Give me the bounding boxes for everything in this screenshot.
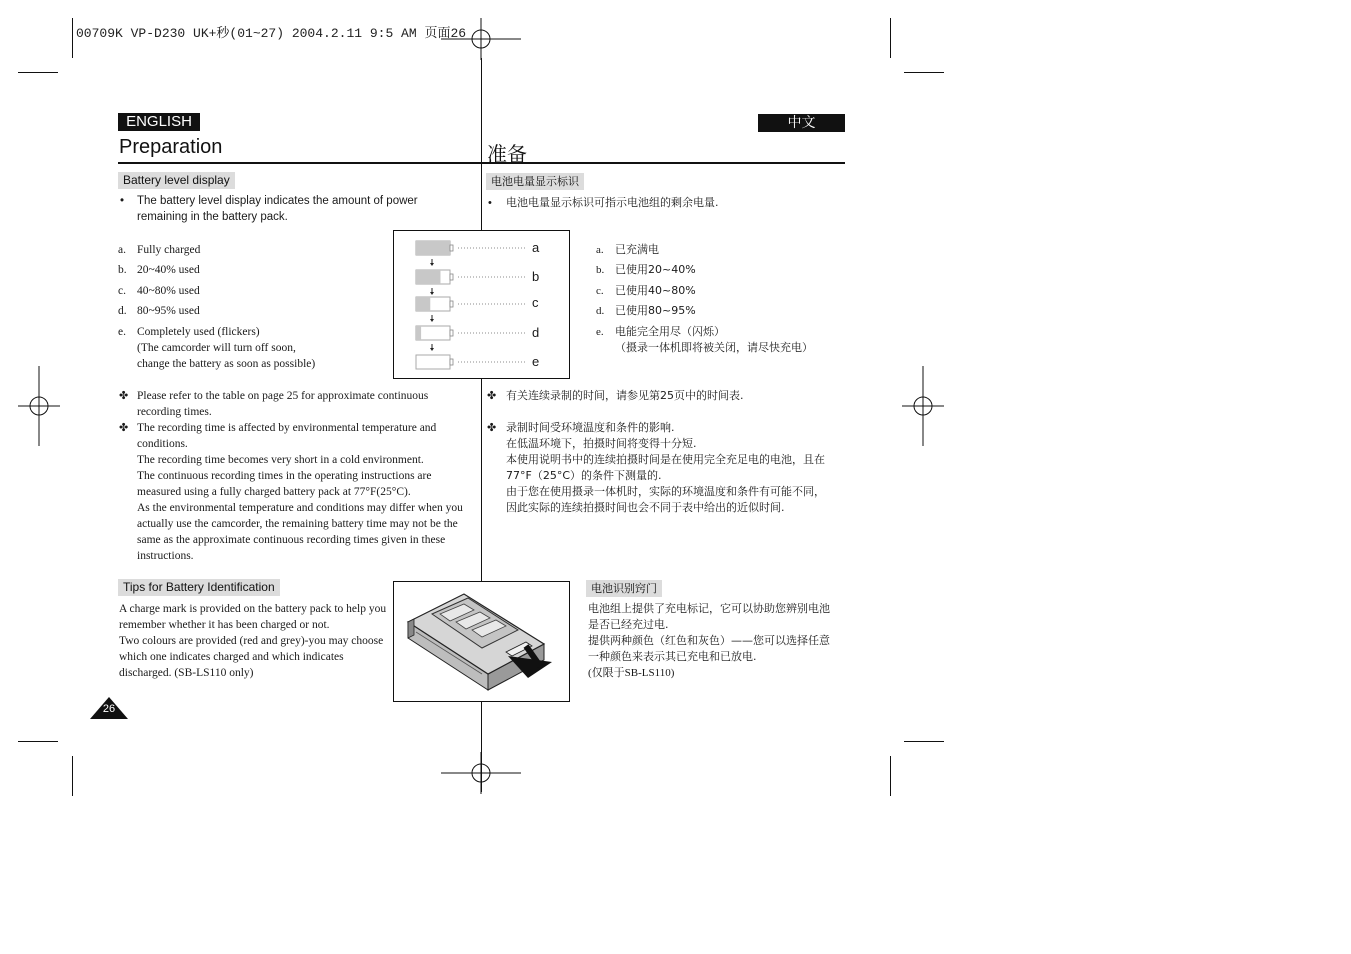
language-badge-english: ENGLISH [118, 113, 200, 131]
list-subtext: （摄录一体机即将被关闭，请尽快充电） [615, 341, 813, 354]
tips-line: 是否已经充过电. [588, 618, 669, 631]
note-item [118, 420, 470, 564]
note-line: same as the approximate continuous recording times given in these [137, 534, 446, 546]
note-line: recording times. [137, 406, 212, 418]
crop-mark [72, 756, 73, 796]
center-divider [481, 378, 482, 582]
list-text: 20~40% used [137, 264, 200, 276]
section-label-battery-level-cn: 电池电量显示标识 [486, 173, 584, 190]
list-text: 已使用20~40% [615, 263, 696, 276]
list-marker: b. [596, 264, 605, 276]
battery-icon [416, 355, 526, 369]
list-item [596, 242, 659, 258]
battery-icon [416, 270, 526, 284]
crop-mark [890, 756, 891, 796]
section-label-battery-level: Battery level display [118, 172, 235, 189]
tips-line: remember whether it has been charged or not. [119, 619, 330, 631]
bullet-text: 电池电量显示标识可指示电池组的剩余电量. [506, 196, 719, 209]
note-item [118, 388, 470, 420]
tips-text [119, 601, 394, 681]
crop-mark [72, 18, 73, 58]
list-text: Completely used (flickers) [137, 326, 260, 338]
tips-line: A charge mark is provided on the battery pack to help you [119, 603, 387, 615]
diagram-letter: e [532, 354, 540, 369]
note-line: 在低温环境下，拍摄时间将变得十分短. [506, 437, 697, 450]
battery-fill [416, 326, 421, 340]
list-item [596, 303, 696, 319]
page-number: 26 [102, 703, 116, 715]
battery-icon [416, 241, 526, 255]
note-line: The continuous recording times in the operating instructions are [137, 470, 432, 482]
tips-line: (仅限于SB-LS110) [588, 667, 675, 679]
list-text: Fully charged [137, 244, 201, 256]
crop-mark [904, 72, 944, 73]
language-badge-chinese: 中文 [758, 114, 845, 132]
list-marker: e. [596, 326, 604, 338]
list-marker: d. [596, 305, 605, 317]
battery-fill [416, 270, 440, 284]
note-marker-icon: ✤ [487, 422, 497, 434]
note-line: 本使用说明书中的连续拍摄时间是在使用完全充足电的电池，且在 [506, 453, 825, 466]
down-arrow-icon [430, 259, 434, 266]
section-label-tips: Tips for Battery Identification [118, 579, 280, 596]
battery-fill [416, 241, 450, 255]
tips-line: 一种颜色来表示其已充电和已放电. [588, 650, 757, 663]
tips-line: 提供两种颜色（红色和灰色）——您可以选择任意 [588, 634, 830, 647]
list-item [596, 324, 813, 356]
list-marker: a. [118, 244, 126, 256]
diagram-letter: d [532, 325, 540, 340]
list-text: 已使用40~80% [615, 284, 696, 297]
bullet-icon: • [120, 195, 125, 207]
note-line: instructions. [137, 550, 194, 562]
tips-text-cn [588, 601, 844, 681]
tips-line: discharged. (SB-LS110 only) [119, 667, 254, 679]
note-line: The recording time is affected by environmental temperature and [137, 422, 437, 434]
registration-mark-icon [902, 366, 944, 446]
note-line: 有关连续录制的时间，请参见第25页中的时间表. [506, 389, 744, 402]
note-item [487, 420, 842, 516]
note-line: Please refer to the table on page 25 for approximate continuous [137, 390, 429, 402]
center-divider [481, 702, 482, 792]
battery-level-diagram [393, 230, 570, 379]
list-item [118, 324, 315, 372]
crop-mark [890, 18, 891, 58]
note-marker-icon: ✤ [119, 422, 129, 434]
bullet-icon: • [488, 197, 492, 209]
crop-mark [18, 72, 58, 73]
page-title-chinese: 准备 [487, 142, 527, 166]
registration-mark-icon [441, 18, 521, 60]
bullet-item [118, 193, 438, 225]
bullet-text: The battery level display indicates the amount of power remaining in the battery pack. [137, 195, 418, 223]
list-subtext: (The camcorder will turn off soon, [137, 342, 296, 354]
list-subtext: change the battery as soon as possible) [137, 358, 316, 370]
list-marker: b. [118, 264, 127, 276]
note-line: The recording time becomes very short in a cold environment. [137, 454, 424, 466]
list-marker: c. [596, 285, 604, 297]
bullet-item [487, 195, 837, 211]
tips-line: Two colours are provided (red and grey)-you may choose [119, 635, 384, 647]
list-text: 已使用80~95% [615, 304, 696, 317]
list-item [118, 303, 200, 319]
note-marker-icon: ✤ [487, 390, 497, 402]
list-item [118, 242, 200, 258]
battery-icon [416, 297, 526, 311]
note-line: 录制时间受环境温度和条件的影响. [506, 421, 675, 434]
note-line: actually use the camcorder, the remaining battery time may not be the [137, 518, 458, 530]
list-text: 电能完全用尽（闪烁） [615, 325, 725, 338]
section-label-tips-cn: 电池识别窍门 [586, 580, 662, 597]
note-line: 由于您在使用摄录一体机时，实际的环境温度和条件有可能不同， [506, 485, 825, 498]
battery-pack-illustration [393, 581, 570, 702]
diagram-letter: b [532, 269, 540, 284]
battery-fill [416, 297, 430, 311]
list-item [596, 262, 696, 278]
page-title-english: Preparation [119, 136, 223, 158]
down-arrow-icon [430, 288, 434, 295]
down-arrow-icon [430, 315, 434, 322]
note-item [487, 388, 842, 404]
note-line: As the environmental temperature and conditions may differ when you [137, 502, 463, 514]
list-marker: d. [118, 305, 127, 317]
down-arrow-icon [430, 344, 434, 351]
note-marker-icon: ✤ [119, 390, 129, 402]
crop-mark [18, 741, 58, 742]
battery-pack-icon [394, 582, 569, 701]
center-divider [481, 58, 482, 236]
print-header: 00709K VP-D230 UK+秒(01~27) 2004.2.11 9:5 AM 页面26 [76, 26, 467, 41]
list-text: 80~95% used [137, 305, 200, 317]
battery-icon [416, 326, 526, 340]
list-marker: a. [596, 244, 604, 256]
note-line: conditions. [137, 438, 188, 450]
note-line: measured using a fully charged battery pack at 77°F(25°C). [137, 486, 411, 498]
note-line: 因此实际的连续拍摄时间也会不同于表中给出的近似时间. [506, 501, 785, 514]
crop-mark [904, 741, 944, 742]
diagram-letter: c [532, 295, 539, 310]
diagram-letter: a [532, 240, 540, 255]
list-item [118, 283, 200, 299]
tips-line: 电池组上提供了充电标记，它可以协助您辨别电池 [588, 602, 830, 615]
title-rule [118, 162, 845, 164]
list-text: 已充满电 [615, 243, 659, 256]
tips-line: which one indicates charged and which indicates [119, 651, 344, 663]
note-line: 77°F（25°C）的条件下测量的. [506, 469, 662, 482]
list-text: 40~80% used [137, 285, 200, 297]
registration-mark-icon [18, 366, 60, 446]
battery-level-icons [394, 231, 569, 378]
list-item [118, 262, 200, 278]
list-marker: e. [118, 326, 126, 338]
list-marker: c. [118, 285, 126, 297]
list-item [596, 283, 696, 299]
